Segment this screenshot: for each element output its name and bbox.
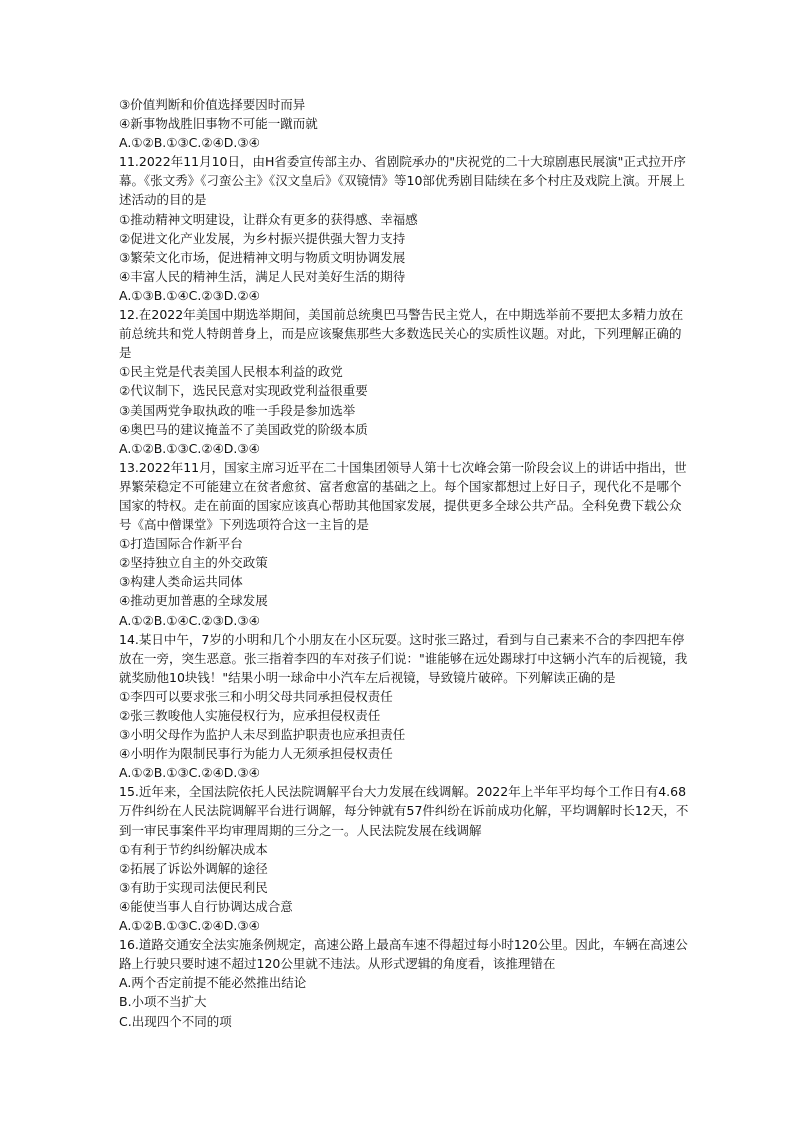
- question-stem: 16.道路交通安全法实施条例规定，高速公路上最高车速不得超过每小时120公里。因此，车辆在高速公路上行驶只要时速不超过120公里就不违法。从形式逻辑的角度看，该推理错在: [119, 937, 688, 972]
- answer-choices: A.①②B.①③C.②④D.③④: [119, 765, 260, 781]
- option-1: ①推动精神文明建设，让群众有更多的获得感、幸福感: [119, 211, 418, 227]
- option-1: ①打造国际合作新平台: [119, 536, 243, 552]
- option-3: ③美国两党争取执政的唯一手段是参加选举: [119, 402, 356, 418]
- question-13: [119, 458, 689, 630]
- option-4: ④奥巴马的建议掩盖不了美国政党的阶级本质: [119, 421, 368, 437]
- question-14: [119, 630, 689, 783]
- option-c: C.出现四个不同的项: [119, 1013, 232, 1029]
- option-4: ④小明作为限制民事行为能力人无须承担侵权责任: [119, 746, 393, 762]
- option-4: ④能使当事人自行协调达成合意: [119, 898, 293, 914]
- option-3: ③构建人类命运共同体: [119, 574, 243, 590]
- option-1: ①民主党是代表美国人民根本利益的政党: [119, 364, 343, 380]
- question-11: [119, 152, 689, 305]
- question-12: [119, 305, 689, 458]
- option-3: ③小明父母作为监护人未尽到监护职责也应承担责任: [119, 727, 406, 743]
- answer-choices: A.①③B.①④C.②③D.②④: [119, 287, 260, 303]
- prev-answer-choices: A.①②B.①③C.②④D.③④: [119, 135, 260, 151]
- option-1: ①有利于节约纠纷解决成本: [119, 841, 268, 857]
- option-4: ④推动更加普惠的全球发展: [119, 593, 268, 609]
- answer-choices: A.①②B.①④C.②③D.③④: [119, 612, 260, 628]
- option-3: ③繁荣文化市场，促进精神文明与物质文明协调发展: [119, 249, 406, 265]
- question-stem: 12.在2022年美国中期选举期间，美国前总统奥巴马警告民主党人，在中期选举前不要把太多精力放在前总统共和党人特朗普身上，而是应该聚焦那些大多数选民关心的实质性议题。对此，下列理解正确的是: [119, 307, 684, 361]
- option-1: ①李四可以要求张三和小明父母共同承担侵权责任: [119, 688, 393, 704]
- answer-choices: A.①②B.①③C.②④D.③④: [119, 440, 260, 456]
- exam-page: [119, 95, 689, 1031]
- question-16: [119, 935, 689, 1030]
- prev-option-3: ③价值判断和价值选择要因时而异: [119, 97, 306, 112]
- question-stem: 11.2022年11月10日，由H省委宣传部主办、省剧院承办的"庆祝党的二十大琼剧惠民展演"正式拉开序幕。《张文秀》《刁蛮公主》《汉文皇后》《双镜情》等10部优秀剧目陆续在多个村庄及戏院上演。开展上述活动的目的是: [119, 154, 686, 208]
- option-2: ②代议制下，选民民意对实现政党利益很重要: [119, 383, 368, 399]
- option-2: ②张三教唆他人实施侵权行为，应承担侵权责任: [119, 708, 381, 723]
- question-15: [119, 782, 689, 935]
- option-2: ②拓展了诉讼外调解的途径: [119, 860, 268, 876]
- prev-option-4: ④新事物战胜旧事物不可能一蹴而就: [119, 116, 318, 132]
- answer-choices: A.①②B.①③C.②④D.③④: [119, 918, 260, 934]
- option-3: ③有助于实现司法便民利民: [119, 879, 268, 895]
- option-a: A.两个否定前提不能必然推出结论: [119, 975, 307, 991]
- option-4: ④丰富人民的精神生活，满足人民对美好生活的期待: [119, 268, 406, 284]
- option-2: ②坚持独立自主的外交政策: [119, 555, 268, 571]
- question-stem: 15.近年来，全国法院依托人民法院调解平台大力发展在线调解。2022年上半年平均每个工作日有4.68万件纠纷在人民法院调解平台进行调解，每分钟就有57件纠纷在诉前成功化解，平均调解时长12天，不到一审民事案件平均审理周期的三分之一。人民法院发展在线调解: [119, 784, 689, 838]
- question-stem: 13.2022年11月，国家主席习近平在二十国集团领导人第十七次峰会第一阶段会议上的讲话中指出，世界繁荣稳定不可能建立在贫者愈贫、富者愈富的基础之上。每个国家都想过上好日子，现代化不是哪个国家的特权。走在前面的国家应该真心帮助其他国家发展，提供更多全球公共产品。全科免费下载公众号《高中僧课堂》下列选项符合这一主旨的是: [119, 459, 687, 533]
- question-stem: 14.某日中午，7岁的小明和几个小朋友在小区玩耍。这时张三路过，看到与自己素来不合的李四把车停放在一旁，突生恶意。张三指着李四的车对孩子们说："谁能够在远处踢球打中这辆小汽车的后视镜，我就奖励他10块钱！"结果小明一球命中小汽车左后视镜，导致镜片破碎。下列解读正确的是: [119, 631, 688, 685]
- option-2: ②促进文化产业发展，为乡村振兴提供强大智力支持: [119, 230, 406, 246]
- option-b: B.小项不当扩大: [119, 994, 207, 1010]
